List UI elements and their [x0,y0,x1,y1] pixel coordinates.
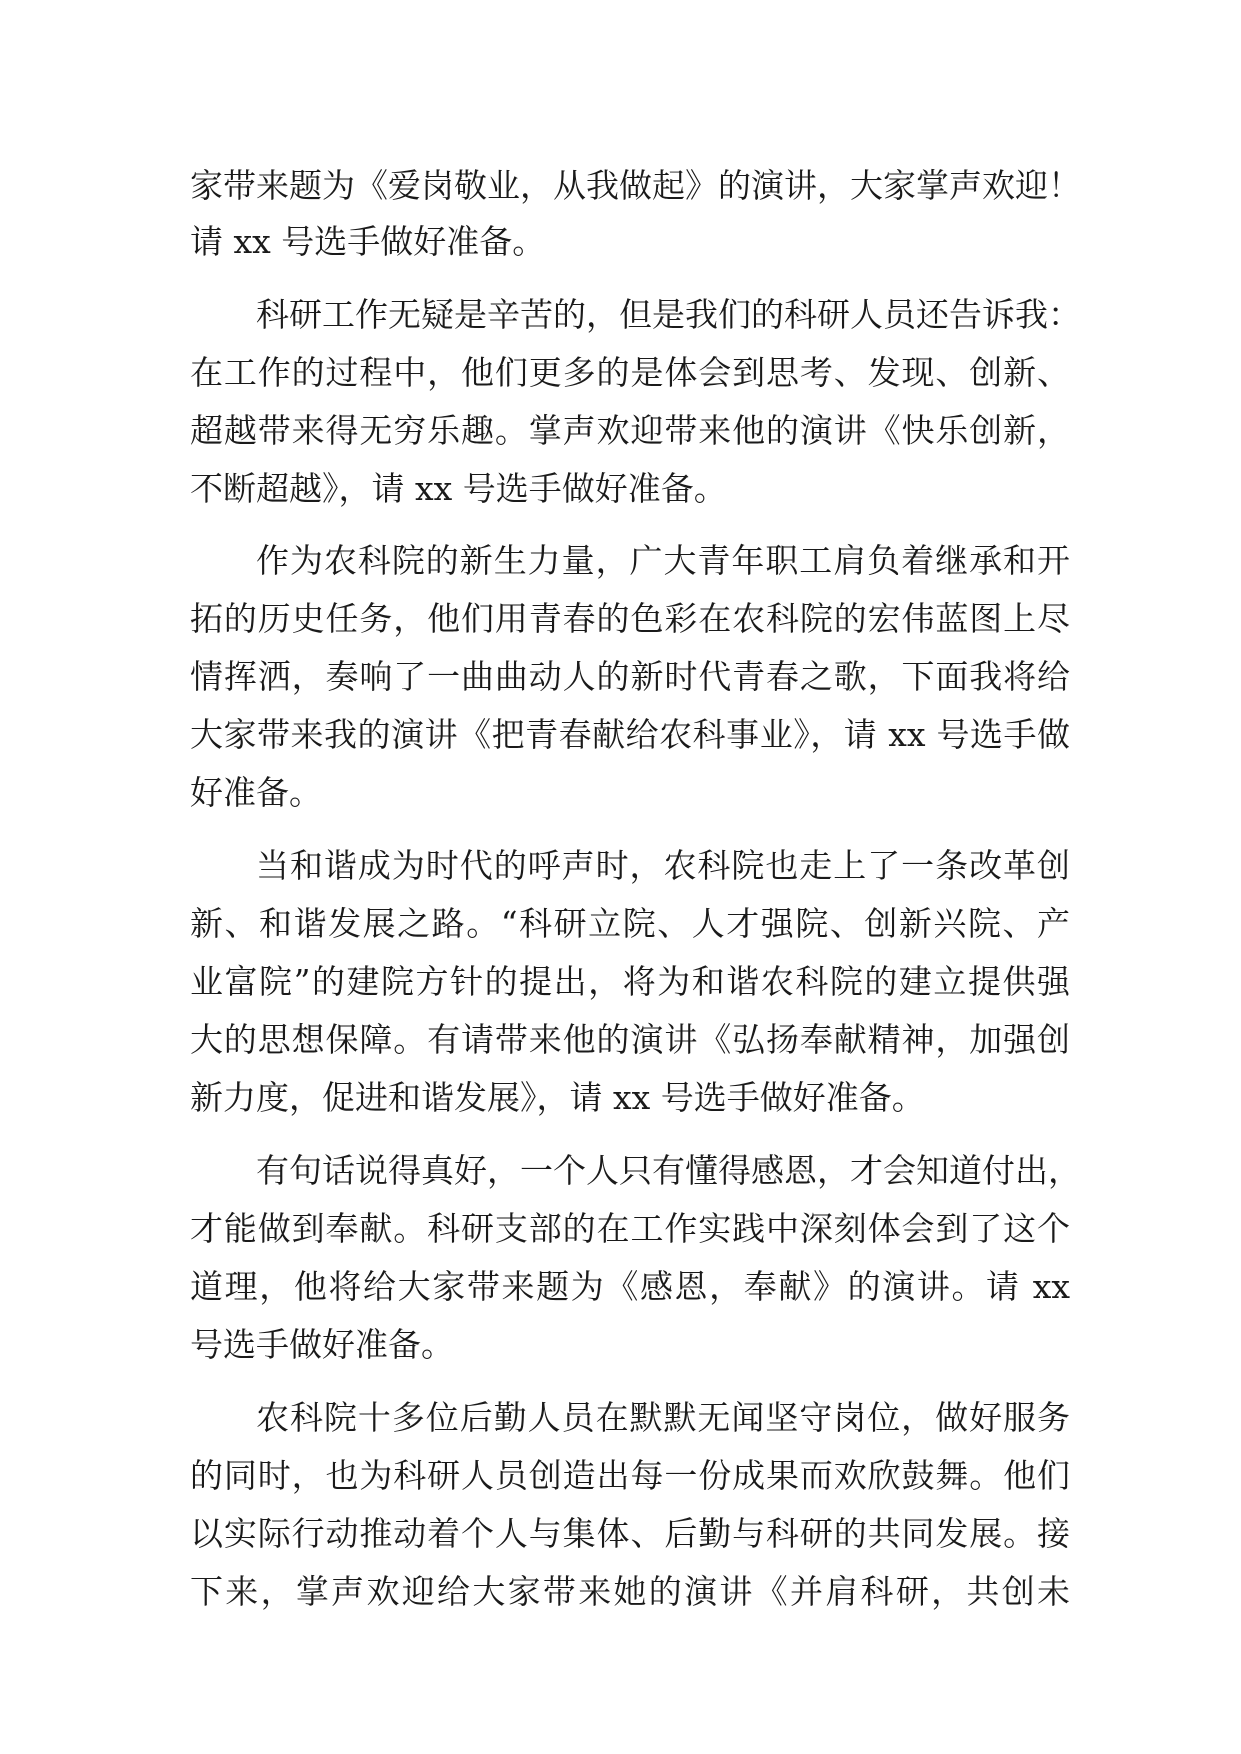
text-line: 下来，掌声欢迎给大家带来她的演讲《并肩科研，共创未 [190,1572,1070,1611]
paragraph-first-line: 有句话说得真好，一个人只有懂得感恩，才会知道付出， [256,1151,1081,1190]
text-line: 号选手做好准备。 [190,1325,454,1364]
text-line: 道理，他将给大家带来题为《感恩，奉献》的演讲。请 xx [190,1267,1070,1306]
text-line: 新、和谐发展之路。“科研立院、人才强院、创新兴院、产 [190,904,1070,943]
text-line: 的同时，也为科研人员创造出每一份成果而欢欣鼓舞。他们 [190,1456,1070,1495]
text-line: 家带来题为《爱岗敬业，从我做起》的演讲，大家掌声欢迎！ [190,166,1081,205]
text-line: 情挥洒，奏响了一曲曲动人的新时代青春之歌，下面我将给 [190,657,1070,696]
text-line: 大家带来我的演讲《把青春献给农科事业》，请 xx 号选手做 [190,715,1070,754]
paragraph-first-line: 当和谐成为时代的呼声时，农科院也走上了一条改革创 [256,846,1070,885]
text-line: 大的思想保障。有请带来他的演讲《弘扬奉献精神，加强创 [190,1020,1070,1059]
text-line: 超越带来得无穷乐趣。掌声欢迎带来他的演讲《快乐创新， [190,411,1070,450]
text-line: 不断超越》，请 xx 号选手做好准备。 [190,469,727,508]
text-line: 在工作的过程中，他们更多的是体会到思考、发现、创新、 [190,353,1070,392]
paragraph-first-line: 农科院十多位后勤人员在默默无闻坚守岗位，做好服务 [256,1398,1070,1437]
text-line: 业富院”的建院方针的提出，将为和谐农科院的建立提供强 [190,962,1070,1001]
text-line: 新力度，促进和谐发展》，请 xx 号选手做好准备。 [190,1078,925,1117]
text-line: 拓的历史任务，他们用青春的色彩在农科院的宏伟蓝图上尽 [190,599,1070,638]
text-line: 以实际行动推动着个人与集体、后勤与科研的共同发展。接 [190,1514,1070,1553]
paragraph-first-line: 科研工作无疑是辛苦的，但是我们的科研人员还告诉我： [256,295,1081,334]
text-line: 才能做到奉献。科研支部的在工作实践中深刻体会到了这个 [190,1209,1070,1248]
text-line: 请 xx 号选手做好准备。 [190,222,546,261]
paragraph-first-line: 作为农科院的新生力量，广大青年职工肩负着继承和开 [256,541,1070,580]
text-line: 好准备。 [190,773,322,812]
